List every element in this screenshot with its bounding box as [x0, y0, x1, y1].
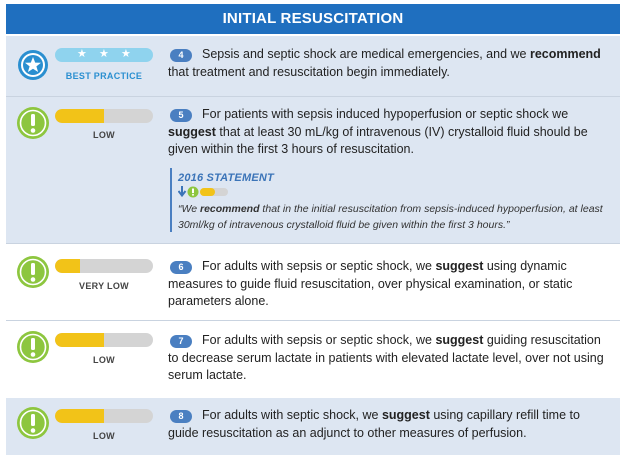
- quality-bar-7: [55, 333, 153, 347]
- previous-statement-indicators: [178, 185, 614, 199]
- previous-statement-box: [170, 168, 614, 232]
- previous-statement-title: 2016 STATEMENT: [178, 172, 274, 184]
- row-divider: [6, 243, 620, 244]
- grade-label-6: VERY LOW: [79, 281, 129, 291]
- row-divider: [6, 96, 620, 97]
- grade-label-4: BEST PRACTICE: [65, 71, 143, 81]
- quality-bar-8: [55, 409, 153, 423]
- recommendation-text-8: For adults with septic shock, we suggest using capillary refill time to guide resuscitation as an adjunct to other measures of perfusion.: [168, 408, 580, 440]
- recommendation-text-6: For adults with sepsis or septic shock, we suggest using dynamic measures to guide fluid resuscitation, over physical examination, or static parameters alone.: [168, 259, 573, 308]
- best-practice-badge-icon: [16, 48, 50, 82]
- exclamation-circle-icon: [16, 406, 50, 440]
- recommendation-number-7: 7: [170, 335, 192, 348]
- grade-label-5: LOW: [93, 130, 115, 140]
- grade-label-8: LOW: [93, 431, 115, 441]
- best-practice-star-bar: ★ ★ ★: [55, 48, 153, 62]
- recommendation-number-8: 8: [170, 410, 192, 423]
- recommendation-number-6: 6: [170, 261, 192, 274]
- quality-bar-6: [55, 259, 153, 273]
- exclamation-circle-icon: [16, 330, 50, 364]
- previous-statement-quote: “We recommend that in the initial resuscitation from sepsis-induced hypoperfusion, at least 30ml/kg of intravenous crystalloid fluid be given within the first 3 hours.”: [178, 203, 603, 231]
- grade-label-7: LOW: [93, 355, 115, 365]
- down-arrow-icon: [178, 185, 248, 199]
- recommendation-number-5: 5: [170, 109, 192, 122]
- quality-bar-5: [55, 109, 153, 123]
- recommendation-text-4: Sepsis and septic shock are medical emergencies, and we recommend that treatment and resuscitation begin immediately.: [168, 47, 601, 79]
- row-divider: [6, 320, 620, 321]
- recommendation-text-7: For adults with sepsis or septic shock, we suggest guiding resuscitation to decrease serum lactate in patients with elevated lactate level, over not using serum lactate.: [168, 333, 604, 382]
- section-header: INITIAL RESUSCITATION: [6, 4, 620, 34]
- recommendation-number-4: 4: [170, 49, 192, 62]
- exclamation-circle-icon: [16, 255, 50, 289]
- exclamation-circle-icon: [16, 106, 50, 140]
- recommendation-text-5: For patients with sepsis induced hypoperfusion or septic shock we suggest that at least 30 mL/kg of intravenous (IV) crystalloid fluid should be given within the first 3 hours of resuscitation.: [168, 107, 588, 156]
